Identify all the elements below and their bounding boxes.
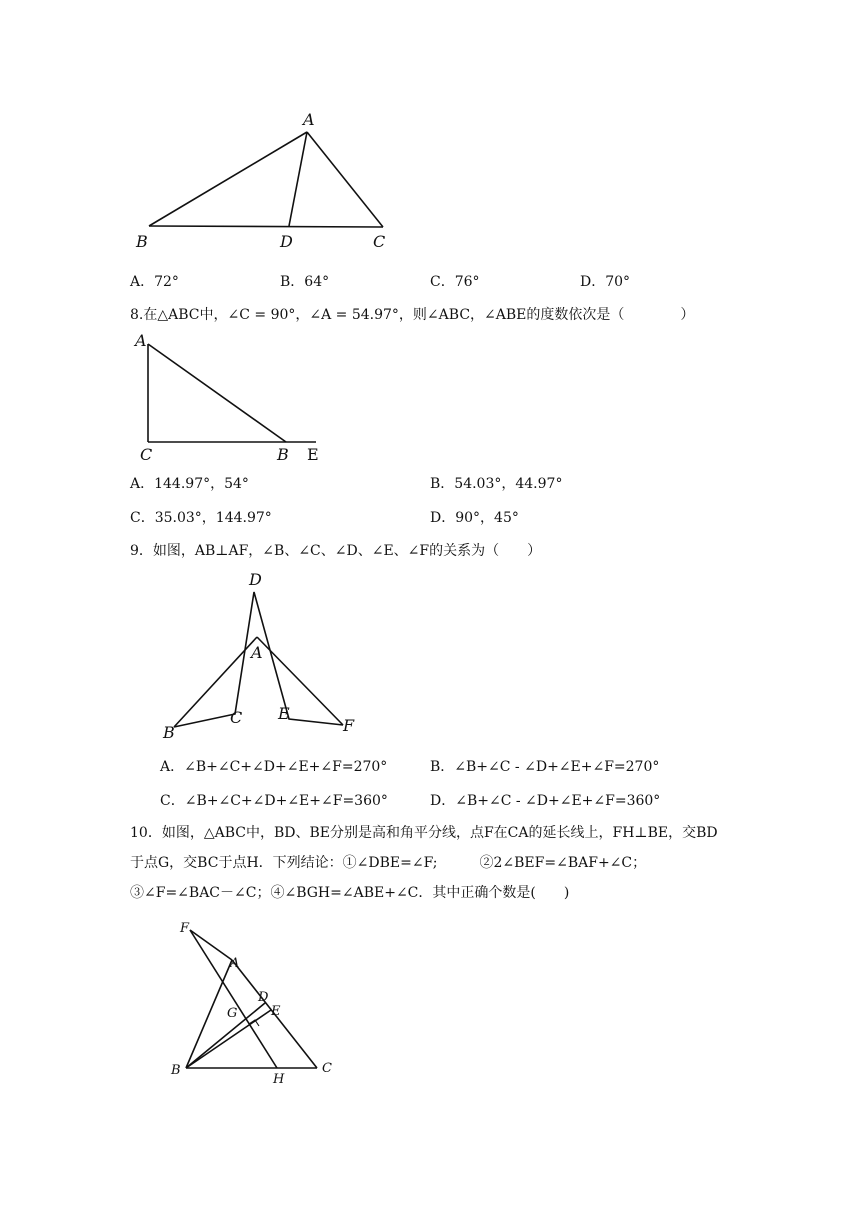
q9-option-b: B．∠B+∠C - ∠D+∠E+∠F=270° (430, 759, 660, 775)
q8-question-text: 8.在△ABC中，∠C = 90°，∠A = 54.97°，则∠ABC，∠ABE的度数依次是（ ） (130, 307, 695, 323)
q10-question-text: 10．如图，△ABC中，BD、BE分别是高和角平分线，点F在CA的延长线上，FH⊥BE，交BD于点G，交BC于点H．下列结论：①∠DBE=∠F; ②2∠BEF=∠BAF+∠C；③∠F=∠BAC－∠C；④∠BGH=∠ABE+∠C．其中正确个数是( ) (130, 825, 718, 901)
q10-label-G: G (227, 1006, 238, 1021)
q7-label-C: C (373, 232, 386, 251)
q7-option-c: C．76° (430, 274, 480, 290)
q8-option-b: B．54.03°，44.97° (430, 476, 563, 492)
q9-label-A: A (251, 643, 263, 662)
q9-label-C: C (230, 708, 243, 727)
q10-figure (165, 915, 345, 1090)
q8-option-d: D．90°，45° (430, 510, 519, 526)
q10-label-E: E (271, 1004, 281, 1019)
q10-label-B: B (171, 1063, 181, 1078)
q9-label-E: E (278, 704, 290, 723)
q7-label-B: B (136, 232, 148, 251)
q8-option-a: A．144.97°，54° (130, 476, 249, 492)
q9-label-F: F (343, 716, 355, 735)
q9-label-D: D (249, 570, 262, 589)
q7-option-d: D．70° (580, 274, 631, 290)
q9-option-c: C．∠B+∠C+∠D+∠E+∠F=360° (160, 793, 388, 809)
q9-option-a: A．∠B+∠C+∠D+∠E+∠F=270° (160, 759, 388, 775)
q10-label-D: D (258, 990, 269, 1005)
q7-option-b: B．64° (280, 274, 330, 290)
q10-label-H: H (273, 1072, 285, 1087)
q7-option-a: A．72° (130, 274, 179, 290)
q10-label-F: F (180, 921, 190, 936)
q8-label-A: A (135, 331, 147, 350)
q8-label-E: E (307, 445, 319, 464)
q8-label-B: B (277, 445, 289, 464)
q8-figure (130, 330, 340, 465)
q9-question-text: 9．如图，AB⊥AF，∠B、∠C、∠D、∠E、∠F的关系为（ ） (130, 543, 542, 559)
q9-label-B: B (163, 723, 175, 742)
q9-option-d: D．∠B+∠C - ∠D+∠E+∠F=360° (430, 793, 661, 809)
q10-label-A: A (230, 956, 240, 971)
q8-option-c: C．35.03°，144.97° (130, 510, 272, 526)
q7-label-D: D (280, 232, 293, 251)
q10-label-C: C (322, 1061, 332, 1076)
q9-figure (155, 570, 370, 745)
q8-label-C: C (140, 445, 153, 464)
q7-figure (130, 105, 410, 255)
q7-label-A: A (303, 110, 315, 129)
